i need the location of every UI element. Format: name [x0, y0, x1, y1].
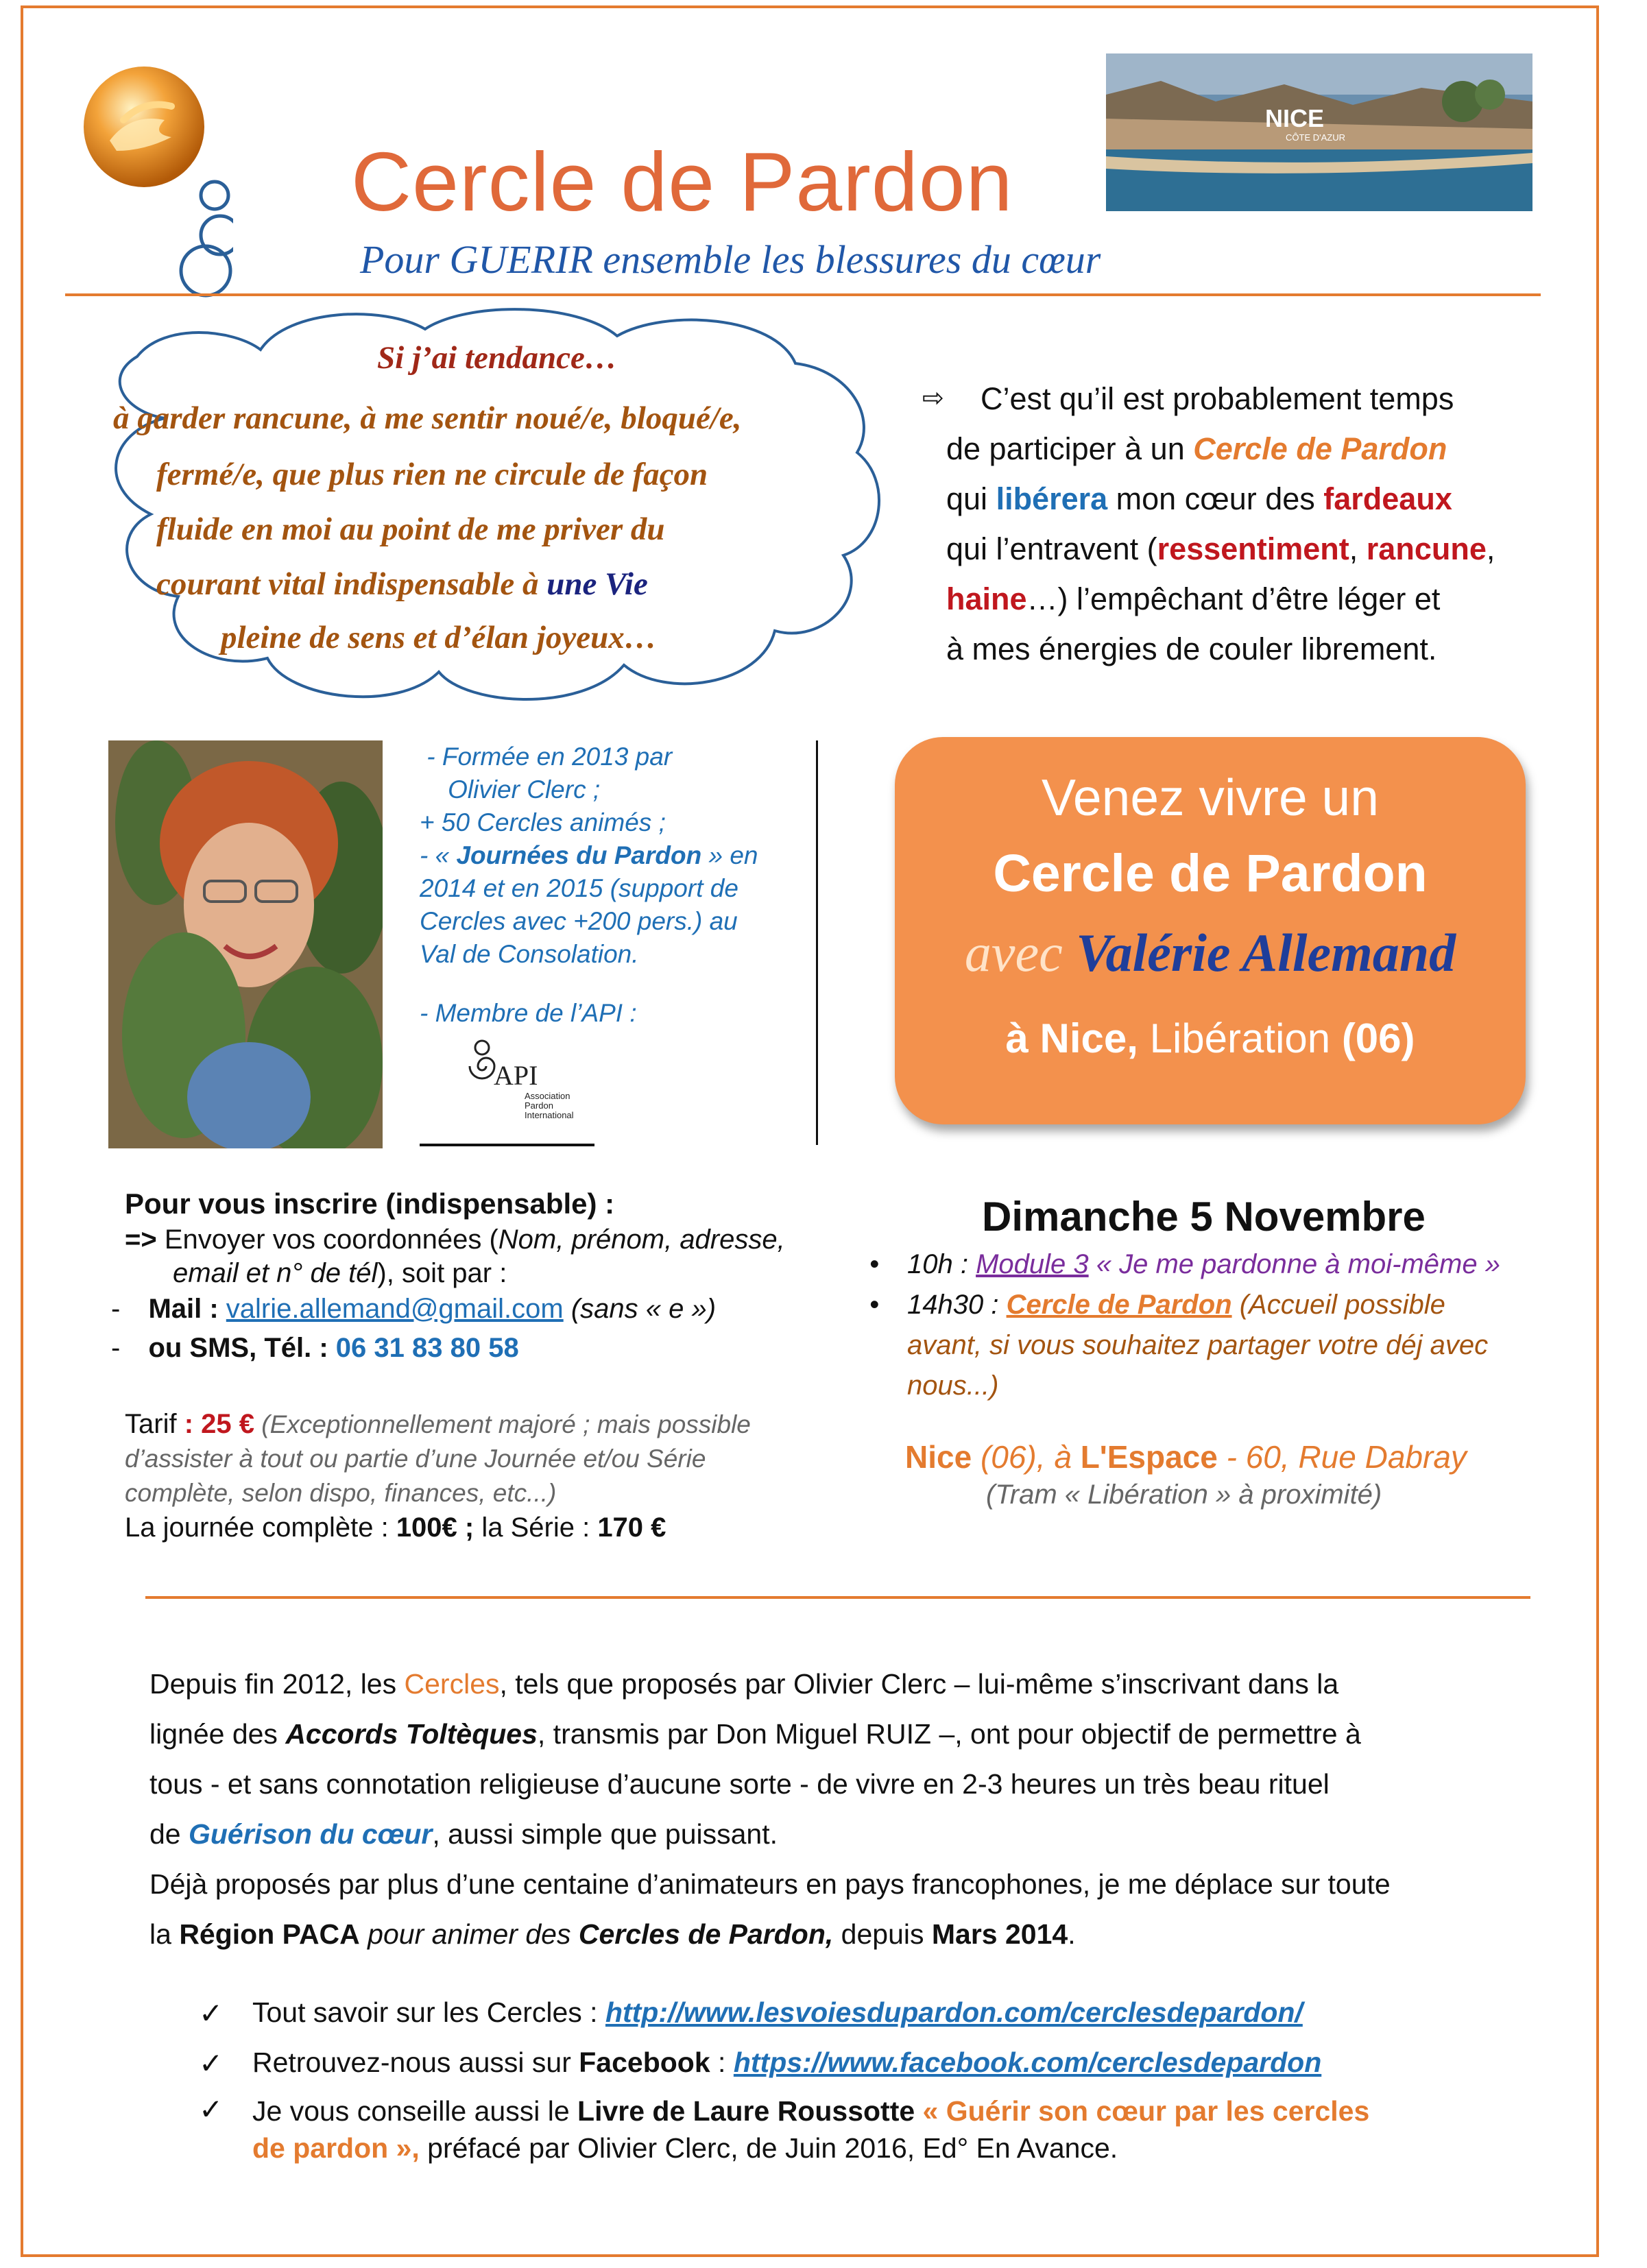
p4c: , aussi simple que puissant.	[432, 1818, 778, 1850]
l2-text: Retrouvez-nous aussi sur	[252, 2047, 579, 2078]
item2-time: 14h30 :	[907, 1290, 1007, 1320]
intro-l4b: ressentiment	[1157, 531, 1349, 566]
api-sub-3: International	[525, 1110, 574, 1120]
reg-arrow: =>	[125, 1225, 165, 1255]
registration-line-2	[125, 1225, 785, 1255]
event-box-city: à Nice,	[1005, 1015, 1138, 1061]
full-d: 170 €	[597, 1512, 666, 1543]
page-subtitle: Pour GUERIR ensemble les blessures du cœur	[360, 237, 1101, 282]
bio-block	[420, 740, 804, 1030]
item2-link[interactable]: Cercle de Pardon	[1006, 1290, 1232, 1320]
p1c: , tels que proposés par Olivier Clerc – lui-même s’inscrivant dans la	[499, 1668, 1339, 1700]
p6g: .	[1068, 1918, 1076, 1950]
p2c: , transmis par Don Miguel RUIZ –, ont pour objectif de permettre à	[537, 1718, 1361, 1750]
reg-l2b: Envoyer vos coordonnées (	[164, 1225, 498, 1255]
p1b: Cercles	[404, 1668, 500, 1700]
intro-line-6: à mes énergies de couler librement.	[946, 631, 1437, 666]
registration-line-3	[125, 1258, 785, 1289]
event-box-line-3	[895, 922, 1526, 984]
cloud-line-2: à garder rancune, à me sentir noué/e, bloqué/e,	[113, 400, 742, 436]
facebook-link[interactable]: https://www.facebook.com/cerclesdepardon	[733, 2047, 1322, 2078]
body-line-4	[149, 1809, 1518, 1859]
tarif-note-2: d’assister à tout ou partie d’une Journée et/ou Série	[125, 1445, 706, 1473]
l3-rest: préfacé par Olivier Clerc, de Juin 2016, Ed° En Avance.	[419, 2132, 1118, 2164]
event-box-line-2: Cercle de Pardon	[993, 844, 1428, 903]
mail-line	[111, 1294, 716, 1325]
check-icon: ✓	[199, 2093, 224, 2125]
item2-note-2: avant, si vous souhaitez partager votre déj avec	[907, 1330, 1489, 1360]
p2b: Accords Toltèques	[285, 1718, 538, 1750]
tarif-line-1	[125, 1407, 751, 1442]
api-logo-text: API	[494, 1060, 538, 1091]
bio-line-4	[420, 839, 804, 872]
event-box-area: Libération	[1138, 1015, 1342, 1061]
page-title: Cercle de Pardon	[351, 135, 1013, 228]
cloud-line-6: pleine de sens et d’élan joyeux…	[221, 620, 657, 655]
place-c: L'Espace	[1080, 1439, 1218, 1475]
l3-title-1: « Guérir son cœur par les cercles	[915, 2095, 1370, 2127]
sms-line	[111, 1333, 519, 1364]
p6a: la	[149, 1918, 180, 1950]
api-sub-2: Pardon	[525, 1100, 553, 1111]
tarif-label: Tarif	[125, 1409, 184, 1439]
event-box-line-4	[895, 1015, 1526, 1062]
sms-label: ou SMS, Tél. :	[148, 1333, 336, 1363]
tarif-block	[125, 1407, 751, 1545]
bio-l4a: - «	[420, 841, 457, 869]
mail-label: Mail :	[148, 1294, 226, 1324]
item2-note-3: nous...)	[907, 1371, 999, 1401]
intro-line-5	[946, 574, 1495, 624]
api-logo-sub	[525, 1091, 574, 1120]
event-box-name: Valérie Allemand	[1076, 923, 1456, 982]
hands-logo-icon	[69, 65, 233, 298]
p6e: depuis	[833, 1918, 932, 1950]
p4b: Guérison du cœur	[189, 1818, 433, 1850]
place-d: - 60, Rue Dabray	[1217, 1439, 1467, 1475]
nice-photo	[1106, 53, 1532, 211]
title-divider	[65, 293, 1541, 296]
schedule-item-2: • 14h30 : Cercle de Pardon (Accueil possible	[869, 1290, 1445, 1320]
body-line-2	[149, 1709, 1518, 1759]
intro-line-2	[946, 424, 1495, 474]
intro-l4c: ,	[1349, 531, 1367, 566]
portrait-photo	[108, 740, 383, 1148]
full-a: La journée complète :	[125, 1512, 396, 1543]
tarif-full	[125, 1510, 751, 1545]
intro-line-3	[946, 474, 1495, 524]
schedule-item-1: • 10h : Module 3 « Je me pardonne à moi-même »	[869, 1249, 1500, 1279]
cloud-line-3: fermé/e, que plus rien ne circule de façon	[156, 457, 708, 492]
bio-line-2: Olivier Clerc ;	[420, 775, 601, 804]
bio-line-5: 2014 et en 2015 (support de	[420, 874, 738, 902]
body-paragraph	[149, 1659, 1518, 1959]
intro-l3d: fardeaux	[1323, 481, 1452, 516]
intro-l3b: libérera	[996, 481, 1108, 516]
p2a: lignée des	[149, 1718, 286, 1750]
section-divider	[145, 1596, 1530, 1599]
event-box-avec: avec	[964, 923, 1077, 982]
mail-link[interactable]: valrie.allemand@gmail.com	[226, 1294, 564, 1324]
tarif-value: : 25 €	[184, 1409, 254, 1439]
intro-l5a: haine	[946, 581, 1027, 616]
l2-sep: :	[710, 2047, 734, 2078]
intro-l5b: …) l’empêchant d’être léger et	[1026, 581, 1441, 616]
l3-line-b	[252, 2130, 1541, 2167]
intro-line-4	[946, 524, 1495, 574]
l3-text: Je vous conseille aussi le	[252, 2095, 578, 2127]
p6b: Région PACA	[179, 1918, 360, 1950]
bio-line-1: - Formée en 2013 par	[420, 743, 673, 771]
tram-note: (Tram « Libération » à proximité)	[986, 1480, 1382, 1510]
check-icon: ✓	[199, 1997, 224, 2029]
bio-l4b: Journées du Pardon	[456, 841, 702, 869]
check-icon: ✓	[199, 2047, 224, 2079]
tarif-note-1: (Exceptionnellement majoré ; mais possible	[254, 1410, 751, 1438]
full-c: la Série :	[474, 1512, 598, 1543]
event-box	[895, 737, 1526, 1124]
place-b: (06), à	[972, 1439, 1081, 1475]
intro-l3a: qui	[946, 481, 996, 516]
item1-title: « Je me pardonne à moi-même »	[1088, 1249, 1500, 1279]
bio-line-6: Cercles avec +200 pers.) au	[420, 907, 738, 935]
sms-number[interactable]: 06 31 83 80 58	[335, 1333, 519, 1363]
l3-bold: Livre de Laure Roussotte	[577, 2095, 915, 2127]
item1-time: 10h :	[907, 1249, 976, 1279]
bio-vertical-rule	[816, 740, 818, 1145]
mail-dash: -	[111, 1294, 121, 1324]
event-box-dept: (06)	[1341, 1015, 1415, 1061]
event-place	[905, 1438, 1467, 1475]
cloud-line-5a: courant vital indispensable à	[156, 566, 547, 602]
bio-line-7: Val de Consolation.	[420, 940, 639, 968]
link-line-2	[252, 2047, 1321, 2079]
intro-line-1: C’est qu’il est probablement temps	[981, 381, 1454, 416]
reg-l3b: ), soit par :	[377, 1258, 507, 1288]
registration-block	[125, 1187, 785, 1289]
event-date: Dimanche 5 Novembre	[982, 1194, 1426, 1240]
intro-l4d: rancune	[1366, 531, 1487, 566]
item2-note-1: (Accueil possible	[1231, 1290, 1445, 1320]
l3-line-a	[252, 2092, 1541, 2130]
l3-title-2: de pardon »,	[252, 2132, 420, 2164]
cloud-line-4: fluide en moi au point de me priver du	[156, 511, 665, 547]
nice-banner-sub: CÔTE D'AZUR	[1286, 132, 1345, 143]
full-b: 100€ ;	[396, 1512, 474, 1543]
reg-l2c: Nom, prénom, adresse,	[498, 1225, 785, 1255]
item1-link[interactable]: Module 3	[976, 1249, 1089, 1279]
bio-underline	[420, 1144, 594, 1146]
cloud-line-5	[156, 566, 648, 603]
l2-bold: Facebook	[579, 2047, 710, 2078]
bio-line-3: + 50 Cercles animés ;	[420, 808, 666, 836]
event-box-line-1: Venez vivre un	[1042, 769, 1379, 826]
sms-dash: -	[111, 1333, 121, 1363]
p1a: Depuis fin 2012, les	[149, 1668, 405, 1700]
p6d: Cercles de Pardon,	[578, 1918, 834, 1950]
bio-l4c: » en	[701, 841, 758, 869]
cloud-line-1: Si j’ai tendance…	[377, 340, 617, 376]
l1-text: Tout savoir sur les Cercles :	[252, 1996, 605, 2028]
intro-l4e: ,	[1486, 531, 1495, 566]
nice-banner-text: NICE	[1265, 104, 1325, 132]
body-line-1	[149, 1659, 1518, 1709]
mail-note: (sans « e »)	[563, 1294, 717, 1324]
cloud-line-5b: une Vie	[546, 566, 648, 602]
p6c: pour animer des	[359, 1918, 579, 1950]
link-line-3	[252, 2092, 1541, 2167]
bio-line-8: - Membre de l’API :	[420, 999, 637, 1027]
reg-l3a: email et n° de tél	[173, 1258, 378, 1288]
link-line-1	[252, 1996, 1303, 2029]
intro-l2b: Cercle de Pardon	[1193, 431, 1447, 466]
arrow-icon: ⇨	[922, 384, 944, 413]
registration-heading: Pour vous inscrire (indispensable) :	[125, 1187, 615, 1220]
intro-l2a: de participer à un	[946, 431, 1194, 466]
intro-l3c: mon cœur des	[1107, 481, 1324, 516]
api-sub-1: Association	[525, 1091, 570, 1101]
body-line-6	[149, 1909, 1518, 1959]
place-a: Nice	[905, 1439, 972, 1475]
schedule-list	[869, 1244, 1555, 1406]
p6f: Mars 2014	[931, 1918, 1068, 1950]
intro-l4a: qui l’entravent (	[946, 531, 1157, 566]
cercles-link[interactable]: http://www.lesvoiesdupardon.com/cerclesdepardon/	[605, 1996, 1303, 2028]
tarif-note-3: complète, selon dispo, finances, etc...)	[125, 1479, 557, 1507]
intro-paragraph	[946, 374, 1495, 674]
p4a: de	[149, 1818, 189, 1850]
body-line-3: tous - et sans connotation religieuse d’aucune sorte - de vivre en 2-3 heures un très beau rituel	[149, 1768, 1330, 1800]
body-line-5: Déjà proposés par plus d’une centaine d’animateurs en pays francophones, je me déplace sur toute	[149, 1868, 1391, 1900]
